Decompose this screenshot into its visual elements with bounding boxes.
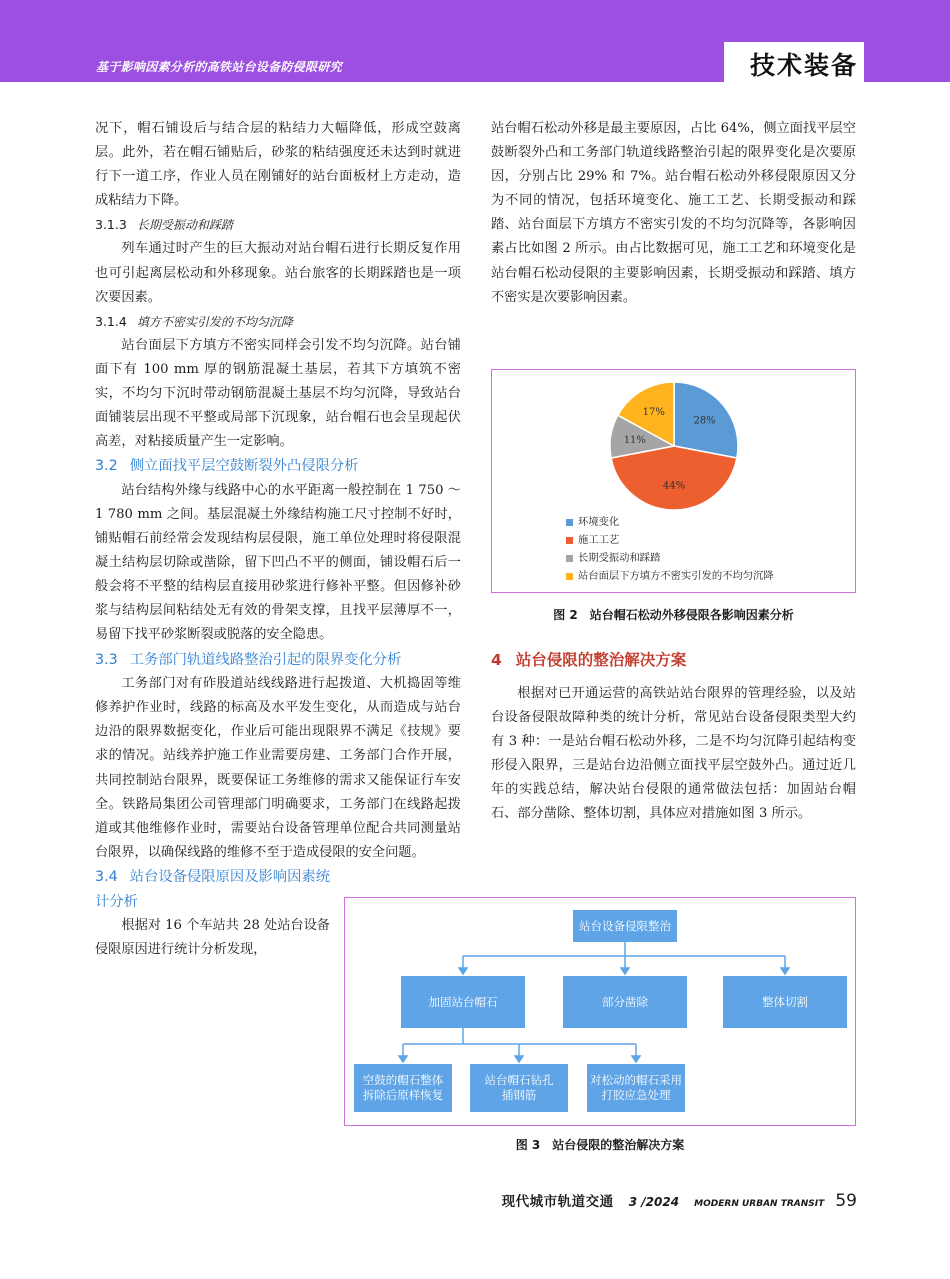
- pie-label-0: 28%: [693, 415, 716, 427]
- figure-2-frame: [491, 369, 856, 593]
- figure-3-caption: 图 3 站台侵限的整治解决方案: [515, 1138, 685, 1152]
- heading-4: 4 站台侵限的整治解决方案: [491, 651, 687, 669]
- flow-reinforce: 加固站台帽石: [401, 976, 525, 1028]
- page-footer: [502, 1190, 857, 1211]
- legend-label: 施工工艺: [578, 534, 620, 546]
- paragraph: 站台结构外缘与线路中心的水平距离一般控制在 1 750 ～ 1 780 mm 之间。基层混凝土外缘结构施工尺寸控制不好时，铺贴帽石前经常会发现结构层侵限，施工单位处理时将侵限混凝土结构层切除或凿除，留下凹凸不平的侧面，铺设帽石后一般会将不平整的结构层直接用砂浆进行修补平整。但因修补砂浆与结构层间粘结处无有效的骨架支撑，且找平层薄厚不一，易留下找平砂浆断裂或脱落的安全隐患。: [95, 482, 461, 643]
- pie-slice-1: [611, 446, 737, 510]
- figure-3-frame: [344, 897, 856, 1126]
- paragraph: 况下，帽石铺设后与结合层的粘结力大幅降低，形成空鼓离层。此外，若在帽石铺贴后，砂浆的粘结强度还未达到时就进行下一道工序，作业人员在刚铺好的站台面板材上方走动，造成粘结力下降。: [95, 121, 461, 209]
- right-column: [491, 117, 856, 310]
- legend-item-0: [566, 513, 774, 531]
- paragraph: 列车通过时产生的巨大振动对站台帽石进行长期反复作用也可引起离层松动和外移现象。站台旅客的长期踩踏也是一项次要因素。: [95, 241, 461, 305]
- legend-swatch: [566, 573, 573, 580]
- paragraph: 根据对 16 个车站共 28 处站台设备侵限原因进行统计分析发现，: [95, 918, 330, 958]
- heading-3-3: 3.3 工务部门轨道线路整治引起的限界变化分析: [95, 651, 402, 668]
- paragraph: 站台帽石松动外移是最主要原因，占比 64%，侧立面找平层空鼓断裂外凸和工务部门轨道线路整治引起的限界变化是次要原因，分别占比 29% 和 7%。站台帽石松动外移侵限原因又分为不同的情况，包括环境变化、施工工艺、长期受振动和踩踏、站台面层下方填方不密实引发的不均匀沉降等，各影响因素占比如图 2 所示。由占比数据可见，施工工艺和环境变化是站台帽石松动侵限的主要影响因素，长期受振动和踩踏、填方不密实是次要影响因素。: [491, 121, 856, 305]
- legend-item-3: [566, 567, 774, 585]
- legend-swatch: [566, 519, 573, 526]
- heading-3-1-3: 3.1.3 长期受振动和踩踏: [95, 217, 233, 233]
- flow-full-cut: 整体切割: [723, 976, 847, 1028]
- figure-2-caption: 图 2 站台帽石松动外移侵限各影响因素分析: [553, 608, 794, 622]
- pie-label-1: 44%: [662, 480, 686, 492]
- footer-issue: 3 /2024: [628, 1195, 680, 1209]
- footer-journal: 现代城市轨道交通: [501, 1194, 614, 1210]
- left-column: [95, 117, 461, 962]
- section-4: [491, 630, 856, 827]
- section-brand: 技术装备: [749, 51, 858, 80]
- legend-label: 长期受振动和踩踏: [578, 552, 661, 564]
- legend-item-1: [566, 531, 774, 549]
- pie-label-3: 17%: [642, 406, 665, 418]
- paragraph: 工务部门对有砟股道站线线路进行起拨道、大机捣固等维修养护作业时，线路的标高及水平发生变化，从而造成与站台边沿的限界数据变化，作业后可能出现限界不满足《技规》要求的情况。站线养护施工作业需要房建、工务部门合作开展，共同控制站台限界，既要保证工务维修的需求又能保证行车安全。铁路局集团公司管理部门明确要求，工务部门在线路起拨道或其他维修作业时，需要站台设备管理单位配合共同测量站台限界，以确保线路的维修不至于造成侵限的安全问题。: [95, 676, 461, 860]
- chart-legend: [566, 513, 774, 585]
- legend-swatch: [566, 537, 573, 544]
- flow-root: 站台设备侵限整治: [573, 910, 677, 942]
- heading-3-2: 3.2 侧立面找平层空鼓断裂外凸侵限分析: [95, 458, 359, 475]
- paragraph: 根据对已开通运营的高铁站站台限界的管理经验，以及站台设备侵限故障种类的统计分析，常见站台设备侵限类型大约有 3 种：一是站台帽石松动外移，二是不均匀沉降引起结构变形侵入限界，三是站台边沿侧立面找平层空鼓外凸。通过近几年的实践总结，解决站台侵限的通常做法包括：加固站台帽石、部分凿除、整体切割，具体应对措施如图 3 所示。: [491, 686, 856, 822]
- page-number: 59: [835, 1191, 857, 1211]
- heading-3-1-4: 3.1.4 填方不密实引发的不均匀沉降: [95, 313, 293, 329]
- flow-leaf-hollow-restore: 空鼓的帽石整体 拆除后原样恢复: [354, 1064, 452, 1112]
- legend-label: 环境变化: [578, 516, 620, 528]
- running-title: 基于影响因素分析的高铁站台设备防侵限研究: [96, 60, 343, 74]
- footer-english-title: MODERN URBAN TRANSIT: [694, 1199, 825, 1209]
- legend-label: 站台面层下方填方不密实引发的不均匀沉降: [578, 570, 774, 582]
- flow-partial-chisel: 部分凿除: [563, 976, 687, 1028]
- legend-item-2: [566, 549, 774, 567]
- paragraph: 站台面层下方填方不密实同样会引发不均匀沉降。站台铺面下有 100 mm 厚的钢筋混凝土基层，若其下方填筑不密实，不均匀下沉时带动钢筋混凝土基层不均匀沉降，导致站台面铺装层出现不平整或局部下沉现象，站台帽石也会呈现起伏高差，对粘接质量产生一定影响。: [95, 337, 461, 450]
- pie-label-2: 11%: [623, 434, 646, 446]
- legend-swatch: [566, 555, 573, 562]
- heading-3-4: 3.4 站台设备侵限原因及影响因素统计分析: [95, 868, 330, 910]
- flow-leaf-glue-emergency: 对松动的帽石采用 打胶应急处理: [587, 1064, 685, 1112]
- flow-leaf-drill-rebar: 站台帽石钻孔 插钢筋: [470, 1064, 568, 1112]
